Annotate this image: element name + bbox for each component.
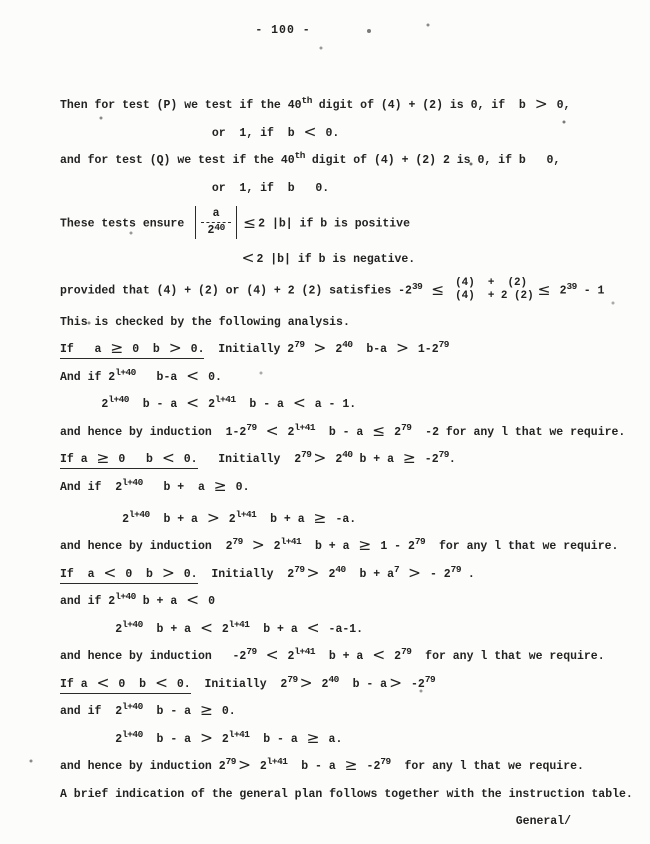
text-run: 1 - 2: [373, 540, 415, 553]
text-run: 0: [201, 595, 215, 608]
text-run: 2: [201, 398, 215, 411]
text-run: - 1: [576, 284, 605, 298]
text-run: -a.: [328, 512, 357, 526]
superscript: 79: [380, 756, 391, 768]
math-symbol: >: [168, 339, 182, 357]
case2-step: [60, 508, 626, 528]
case1-and-if: [60, 366, 626, 386]
text-run: b + a: [142, 480, 212, 494]
text-run: or 1, if b 0.: [60, 181, 330, 195]
math-symbol: >: [306, 563, 320, 582]
math-symbol: <: [154, 673, 168, 692]
math-symbol: <: [186, 394, 200, 412]
math-symbol: >: [161, 563, 175, 582]
text-run: 0.: [228, 480, 250, 494]
text-run: 2: [328, 343, 343, 356]
text-run: 2: [321, 567, 336, 581]
superscript: 40: [342, 339, 353, 351]
text-run: and hence by induction 2: [60, 540, 233, 553]
case1-heading-initial: [60, 341, 626, 358]
superscript: 79: [450, 563, 461, 575]
superscript: 79: [225, 756, 236, 768]
case4-step: [60, 728, 626, 748]
math-symbol: ≤: [431, 280, 445, 299]
scan-specks: [0, 0, 2, 2]
text-run: 0.: [169, 677, 191, 691]
text-run: for any l that we require.: [390, 760, 584, 773]
text-run: 2 |b| if b is positive: [258, 217, 410, 231]
text-run: [257, 650, 264, 663]
text-run: .: [448, 453, 456, 466]
text-run: [446, 285, 453, 298]
math-symbol: ≥: [213, 476, 227, 495]
superscript: 79: [401, 646, 412, 658]
math-symbol: >: [206, 508, 220, 527]
text-run: b - a: [128, 398, 185, 411]
superscript: 79: [424, 673, 436, 685]
abs-bar-right: [236, 206, 237, 239]
text-run: 0.: [176, 567, 198, 581]
text-run: b + a: [352, 453, 401, 466]
superscript: th: [301, 95, 312, 107]
superscript: l+41: [228, 728, 250, 740]
text-run: b - a: [315, 425, 371, 439]
math-symbol: >: [237, 756, 251, 774]
math-symbol: ≥: [306, 728, 320, 747]
text-run: Initially 2: [204, 343, 295, 356]
superscript: 40: [342, 449, 353, 461]
text-run: 0 b: [118, 567, 160, 581]
analysis-intro: [60, 314, 626, 331]
text-run: for any l that we require.: [411, 650, 605, 663]
superscript: l+41: [266, 756, 288, 768]
text-run: -2: [417, 453, 439, 466]
math-symbol: <: [161, 449, 175, 467]
text-run: b - a: [142, 705, 198, 718]
test-p-condition: [60, 97, 626, 114]
text-run: 0.: [214, 705, 236, 718]
text-run: and for test (Q) we test if the 40: [60, 154, 295, 167]
text-run: and if 2: [60, 705, 123, 718]
text-run: 2: [552, 284, 567, 298]
text-run: b + a: [249, 622, 305, 636]
text-run: a - 1.: [307, 398, 357, 411]
superscript: l+41: [235, 508, 257, 520]
text-run: 2: [60, 512, 130, 526]
text-run: b + a: [135, 595, 185, 608]
text-run: 2: [280, 650, 295, 663]
text-run: .: [460, 567, 475, 581]
ensure-positive: [60, 207, 626, 240]
math-symbol: <: [306, 618, 320, 637]
math-symbol: <: [303, 122, 317, 141]
text-run: 2: [214, 732, 229, 746]
superscript: 40: [335, 563, 346, 575]
math-symbol: ≤: [537, 280, 551, 299]
superscript: l+40: [122, 476, 143, 488]
text-run: b + a: [345, 567, 394, 581]
stack-bottom: (4) + 2 (2): [455, 289, 534, 302]
text-run: 0.: [183, 343, 205, 356]
math-symbol: <: [372, 646, 386, 664]
text-run: b - a: [287, 760, 343, 773]
text-run: 2: [60, 732, 123, 746]
text-run: This is checked by the following analysis.: [60, 315, 350, 329]
text-run: 2: [266, 540, 281, 553]
text-run: [399, 568, 406, 581]
superscript: l+41: [294, 421, 316, 433]
text-run: 0.: [201, 370, 222, 384]
text-run: A brief indication of the general plan follows together with the instruction table.: [60, 787, 633, 801]
math-symbol: <: [96, 673, 110, 692]
text-run: b + a: [256, 512, 312, 526]
math-symbol: >: [251, 536, 265, 554]
text-run: b - a: [142, 732, 198, 746]
math-symbol: >: [395, 339, 409, 357]
text-run: 2: [214, 622, 229, 636]
text-run: 1-2: [411, 343, 439, 356]
text-run: b + a: [142, 622, 198, 636]
math-symbol: ≤: [243, 213, 257, 232]
text-run: or 1, if b: [60, 126, 302, 140]
case2-and-if: [60, 476, 626, 496]
test-q-else: [60, 180, 626, 197]
underlined-heading: [60, 673, 191, 694]
math-symbol: ≥: [110, 339, 124, 357]
closing-sentence: [60, 786, 633, 803]
math-symbol: >: [313, 449, 327, 467]
math-symbol: ≥: [402, 449, 416, 467]
text-run: b - a: [235, 398, 291, 411]
superscript: 79: [438, 449, 449, 461]
math-symbol: >: [534, 95, 548, 113]
superscript: l+40: [122, 701, 143, 713]
math-symbol: ≥: [96, 449, 110, 467]
text-run: 0,: [549, 99, 571, 112]
text-run: 0 b: [111, 677, 153, 691]
text-run: b + a: [315, 650, 371, 663]
math-symbol: <: [265, 646, 279, 664]
stack-top: (4) + (2): [455, 277, 528, 289]
text-run: and hence by induction -2: [60, 650, 247, 663]
math-symbol: <: [186, 366, 200, 385]
text-run: [257, 426, 264, 439]
superscript: 39: [566, 280, 577, 292]
case1-step: [60, 396, 626, 413]
text-run: 2: [252, 760, 267, 773]
text-run: b-a: [135, 370, 185, 384]
text-run: [60, 253, 239, 266]
superscript: 79: [301, 449, 312, 461]
math-symbol: ≥: [344, 756, 358, 774]
text-run: -2 for any l that we require.: [411, 425, 626, 439]
text-run: digit of (4) + (2) 2 is 0, if b 0,: [304, 154, 561, 167]
stacked-expression: [455, 277, 534, 302]
superscript: th: [294, 150, 305, 162]
case4-heading-initial: [60, 673, 626, 693]
text-run: 2: [387, 650, 402, 663]
case4-and-if: [60, 703, 626, 720]
superscript: 79: [232, 536, 243, 548]
catchword: General/: [515, 815, 571, 828]
text-run: 2: [328, 453, 343, 466]
fraction-denominator: $2^{40}$: [207, 221, 225, 237]
superscript: 40: [328, 673, 339, 685]
ensure-negative: [60, 248, 626, 268]
text-run: If a: [60, 453, 95, 466]
math-symbol: <: [199, 618, 213, 637]
superscript: 79: [287, 673, 298, 685]
text-run: 0 b: [125, 343, 167, 356]
test-q-condition: [60, 152, 626, 169]
superscript: 79: [294, 563, 305, 575]
fraction-numerator: a: [212, 207, 220, 220]
math-symbol: >: [313, 339, 327, 357]
superscript: 79: [246, 646, 257, 658]
math-symbol: <: [265, 421, 279, 440]
superscript: l+40: [129, 508, 150, 520]
superscript: l+40: [122, 728, 143, 740]
math-symbol: <: [186, 591, 200, 609]
text-run: b + a: [149, 512, 205, 526]
case4-conclusion: [60, 758, 626, 775]
math-symbol: >: [199, 728, 213, 747]
text-run: and hence by induction 1-2: [60, 425, 247, 439]
text-run: -a-1.: [321, 622, 364, 636]
superscript: l+41: [228, 618, 250, 630]
superscript: l+40: [122, 618, 143, 630]
text-run: b - a: [338, 677, 388, 691]
superscript: 79: [246, 421, 257, 433]
math-symbol: ≥: [358, 536, 372, 554]
case2-conclusion: [60, 538, 626, 555]
text-run: And if 2: [60, 370, 116, 384]
text-run: - 2: [423, 567, 451, 581]
text-run: And if 2: [60, 480, 123, 494]
text-run: Initially 2: [197, 453, 302, 466]
superscript: 7: [393, 563, 400, 575]
superscript: l+41: [214, 394, 236, 406]
text-run: 2: [60, 622, 123, 636]
math-symbol: <: [241, 248, 255, 267]
text-run: These tests ensure: [60, 217, 192, 231]
text-run: 0.: [318, 126, 340, 140]
math-symbol: ≥: [199, 701, 213, 719]
text-run: Then for test (P) we test if the 40: [60, 99, 302, 112]
text-run: for any l that we require.: [425, 540, 619, 553]
math-symbol: <: [292, 394, 306, 412]
text-run: b-a: [352, 343, 394, 356]
case3-conclusion: [60, 648, 626, 665]
text-run: b - a: [249, 732, 305, 746]
text-run: and hence by induction 2: [60, 760, 226, 773]
text-run: If a: [60, 677, 95, 691]
underlined-heading: [60, 339, 205, 359]
superscript: 79: [438, 339, 449, 351]
superscript: l+41: [280, 536, 302, 548]
superscript: 40: [214, 221, 225, 233]
text-run: provided that (4) + (2) or (4) + 2 (2) satisfies -2: [60, 284, 412, 298]
superscript: l+40: [115, 591, 136, 603]
superscript: 79: [401, 421, 412, 433]
abs-fraction: [195, 206, 237, 239]
case3-step: [60, 618, 626, 638]
case1-conclusion: [60, 421, 626, 441]
text-run: 2: [221, 512, 236, 526]
underlined-heading: [60, 563, 198, 584]
test-p-else: [60, 122, 626, 142]
text-run: 0 b: [111, 453, 160, 466]
case3-heading-initial: [60, 563, 626, 583]
math-symbol: ≤: [372, 421, 386, 440]
text-run: -2: [404, 677, 425, 691]
superscript: 79: [414, 536, 426, 548]
superscript: l+40: [115, 366, 136, 378]
superscript: l+40: [108, 394, 129, 406]
text-run: 0.: [176, 453, 198, 466]
text-run: 2: [387, 425, 402, 439]
text-run: a.: [321, 732, 343, 746]
text-run: [243, 540, 250, 553]
superscript: 79: [294, 339, 305, 351]
case3-and-if: [60, 593, 626, 610]
math-symbol: >: [408, 563, 422, 582]
underlined-heading: [60, 449, 198, 469]
provided-range: [60, 278, 626, 303]
text-run: 2: [314, 677, 329, 691]
text-run: -2: [359, 760, 381, 773]
math-symbol: <: [103, 563, 117, 582]
text-run: Initially 2: [197, 567, 295, 581]
text-run: Initially 2: [190, 677, 288, 691]
text-run: If a: [60, 343, 109, 356]
fraction-column: [196, 206, 236, 239]
math-symbol: >: [389, 673, 403, 692]
text-run: b + a: [301, 540, 357, 553]
superscript: 39: [411, 280, 423, 292]
text-run: 2: [60, 398, 109, 411]
superscript: l+41: [294, 646, 316, 658]
text-run: 2: [280, 425, 295, 439]
document-body: [60, 95, 633, 803]
text-run: 2 |b| if b is negative.: [256, 252, 416, 266]
text-run: If a: [60, 567, 102, 581]
math-symbol: >: [299, 673, 313, 692]
text-run: and if 2: [60, 595, 116, 608]
page-number: - 100 -: [255, 24, 311, 37]
text-run: digit of (4) + (2) is 0, if b: [311, 99, 533, 112]
math-symbol: ≥: [313, 508, 327, 527]
case2-heading-initial: [60, 451, 626, 468]
